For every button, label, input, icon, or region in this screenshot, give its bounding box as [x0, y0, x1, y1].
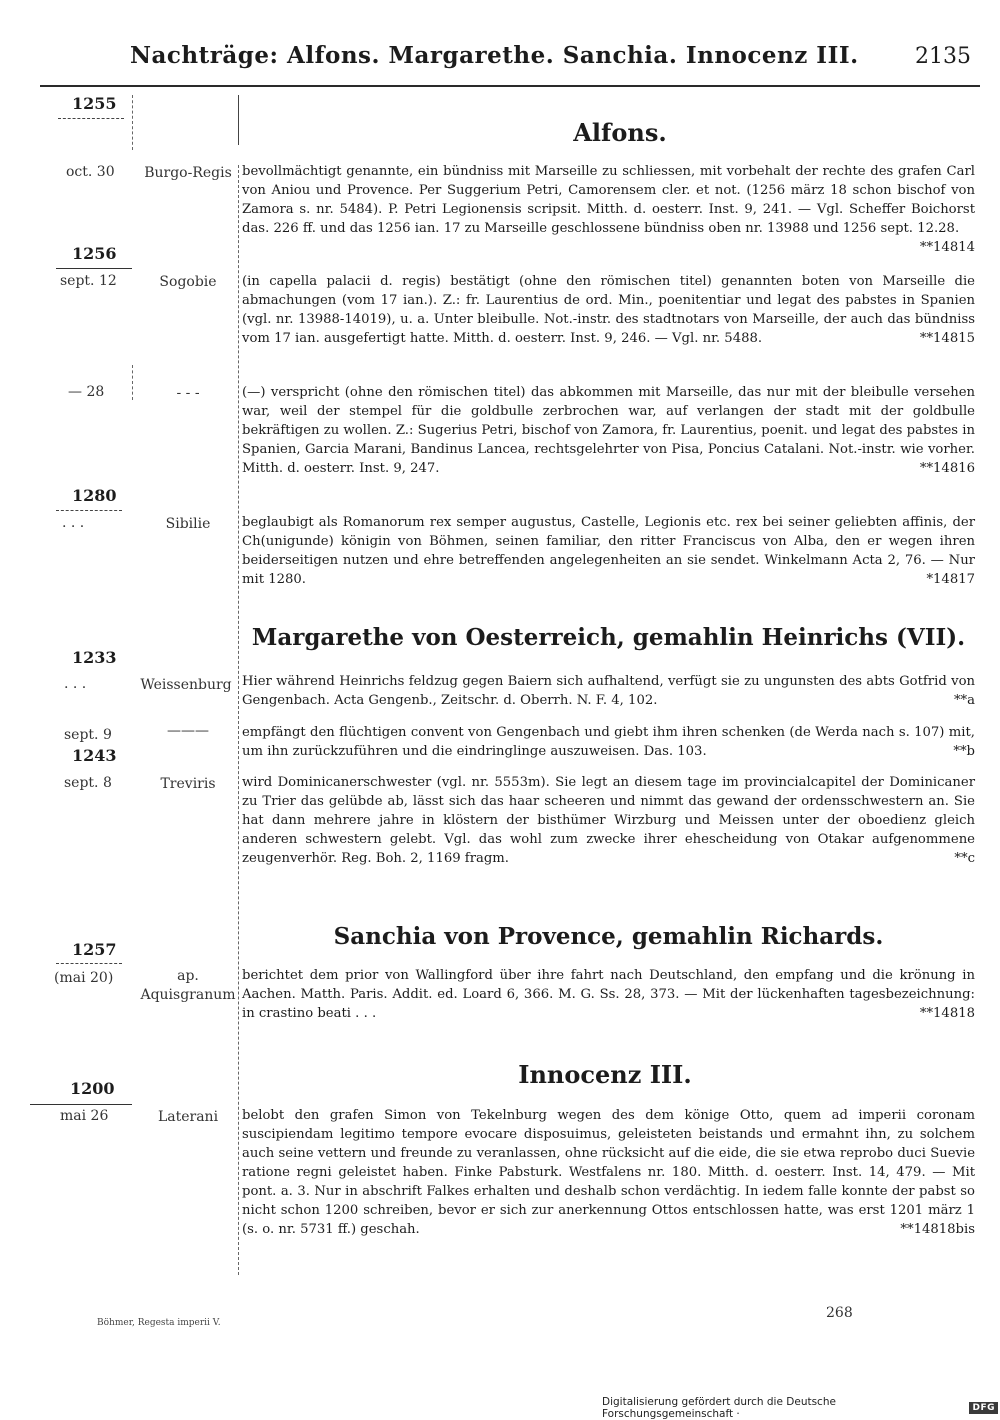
regest-entry-14818 — [242, 966, 975, 1023]
entry-place: ap. Aquisgranum — [140, 968, 236, 1003]
entry-place: Sogobie — [159, 274, 217, 290]
regest-entry-14814 — [242, 162, 975, 257]
entry-place: Burgo-Regis — [144, 165, 232, 181]
year-label: 1243 — [72, 746, 117, 765]
year-dash — [56, 510, 122, 511]
year-rule — [30, 1104, 132, 1105]
entry-place: - - - — [176, 385, 200, 401]
regest-entry-14815 — [242, 272, 975, 348]
entry-number: **a — [953, 693, 975, 708]
entry-number: **b — [953, 744, 975, 759]
dfg-credit-text: Digitalisierung gefördert durch die Deutsche Forschungsgemeinschaft · — [602, 1396, 836, 1420]
section-heading-innocenz: Innocenz III. — [518, 1060, 692, 1089]
entry-date: sept. 8 — [64, 775, 112, 791]
section-heading-margarethe: Margarethe von Oesterreich, gemahlin Heinrichs (VII). — [251, 624, 966, 651]
page-number: 2135 — [915, 44, 971, 69]
dfg-logo-icon: DFG — [969, 1402, 998, 1414]
section-heading-alfons: Alfons. — [573, 118, 667, 147]
entry-number: **14818bis — [900, 1222, 975, 1237]
entry-text: bevollmächtigt genannte, ein bündniss mit Marseille zu schliessen, mit vorbehalt der rechte des grafen Carl von Aniou und Provence. Per Suggerium Petri, Camorensem cler. et not. (1256 märz 18 schon bischof von Zamora s. nr. 5484). P. Petri Legionensis scripsit. Mitth. d. oesterr. Inst. 9, 241. — Vgl. Scheffer Boichorst das. 226 ff. und das 1256 ian. 17 zu Marseille geschlossene bündniss oben nr. 13988 und 1256 sept. 12.28. — [242, 164, 975, 236]
section-heading-sanchia: Sanchia von Provence, gemahlin Richards. — [333, 923, 884, 950]
regest-entry-14817 — [242, 513, 975, 589]
regest-entry-c — [242, 773, 975, 868]
entry-date: mai 26 — [60, 1108, 109, 1124]
regest-entry-14818bis — [242, 1106, 975, 1239]
text-column-divider — [238, 95, 239, 145]
year-label: 1256 — [72, 244, 117, 263]
entry-number: **14815 — [919, 331, 975, 346]
year-label: 1233 — [72, 648, 117, 667]
header-rule — [40, 85, 980, 87]
entry-text: (—) verspricht (ohne den römischen titel) das abkommen mit Marseille, das nur mit der bleibulle versehen war, weil der stempel für die goldbulle zerbrochen war, auf verlangen der stadt mit der goldbulle bekräftigen zu wollen. Z.: Sugerius Petri, bischof von Zamora, fr. Laurentius, poenit. und legat des pabstes in Spanien, Garcia Marani, Bandinus Lancea, rechtsgelehrter von Pisa, Poncius Catalani. Not.-instr. wie vorher. Mitth. d. oesterr. Inst. 9, 247. — [242, 385, 975, 476]
entry-number: **14818 — [919, 1006, 975, 1021]
year-label: 1280 — [72, 486, 117, 505]
entry-place: ——— — [167, 723, 209, 739]
year-dash — [58, 118, 124, 119]
source-note: Böhmer, Regesta imperii V. — [97, 1318, 221, 1328]
entry-text: wird Dominicanerschwester (vgl. nr. 5553m). Sie legt an diesem tage im provincialcapitel der Dominicaner zu Trier das gelübde ab, lässt sich das haar scheeren und nimmt das gewand der ordensschwestern an. Sie hat dann mehrere jahre in klöstern der bisthümer Wirzburg und Meissen unter der oboedienz gleich anderen schwestern gelebt. Vgl. das wohl zum zwecke ihrer ehescheidung von Otakar aufgenommene zeugenverhör. Reg. Boh. 2, 1169 fragm. — [242, 775, 975, 866]
date-column-divider — [132, 365, 133, 400]
regest-entry-a — [242, 672, 975, 710]
regest-entry-b — [242, 723, 975, 761]
entry-date: (mai 20) — [54, 970, 114, 986]
year-label: 1255 — [72, 94, 117, 113]
year-label: 1257 — [72, 940, 117, 959]
entry-place: Treviris — [160, 776, 216, 792]
entry-place: Laterani — [157, 1109, 219, 1125]
entry-date: oct. 30 — [66, 164, 115, 180]
entry-date: . . . — [62, 515, 85, 531]
entry-date: — 28 — [68, 384, 105, 400]
year-rule — [56, 268, 132, 269]
entry-number: **14816 — [919, 461, 975, 476]
page-title: Nachträge: Alfons. Margarethe. Sanchia. Innocenz III. — [130, 42, 859, 69]
regest-entry-14816 — [242, 383, 975, 478]
entry-text: belobt den grafen Simon von Tekelnburg wegen des dem könige Otto, quem ad imperii coronam suscipiendam legitimo tempore evocare disposuimus, geleisteten beistands und ermahnt ihn, zu solchem auch seine vettern und freunde zu veranlassen, ohne rücksicht auf die eide, die sie etwa reprobo duci Suevie ratione regni geleistet haben. Finke Pabsturk. Westfalens nr. 180. Mitth. d. oesterr. Inst. 14, 479. — Mit pont. a. 3. Nur in abschrift Falkes erhalten und deshalb schon verdächtig. In iedem falle konnte der pabst so nicht schon 1200 schreiben, bevor er sich zur anerkennung Ottos entschlossen hatte, was erst 1201 märz 1 (s. o. nr. 5731 ff.) geschah. — [242, 1108, 975, 1237]
entry-number: **c — [954, 851, 975, 866]
entry-date: sept. 12 — [60, 273, 117, 289]
entry-text: berichtet dem prior von Wallingford über ihre fahrt nach Deutschland, den empfang und die krönung in Aachen. Matth. Paris. Addit. ed. Loard 6, 366. M. G. Ss. 28, 373. — Mit der lückenhaften tagesbezeichnung: in crastino beati . . . — [242, 968, 975, 1021]
text-column-divider — [238, 165, 239, 1275]
entry-date: sept. 9 — [64, 727, 112, 743]
entry-place: Weissenburg — [140, 677, 232, 693]
entry-place: Sibilie — [165, 516, 211, 532]
entry-text: (in capella palacii d. regis) bestätigt (ohne den römischen titel) genannten boten von Marseille die abmachungen (vom 17 ian.). Z.: fr. Laurentius de ord. Min., poenitentiar und legat des pabstes in Spanien (vgl. nr. 13988-14019), u. a. Unter bleibulle. Not.-instr. des stadtnotars von Marseille, der auch das bündniss vom 17 ian. ausgefertigt hatte. Mitth. d. oesterr. Inst. 9, 246. — Vgl. nr. 5488. — [242, 274, 975, 346]
year-dash — [56, 963, 122, 964]
entry-text: beglaubigt als Romanorum rex semper augustus, Castelle, Legionis etc. rex bei seiner geliebten affinis, der Ch(unigunde) königin von Böhmen, seinen familiar, den ritter Franciscus von Alba, den er wegen ihren beiderseitigen nutzen und ehre betreffenden angelegenheiten an sie sendet. Winkelmann Acta 2, 76. — Nur mit 1280. — [242, 515, 975, 587]
date-column-divider — [132, 95, 133, 150]
entry-number: **14814 — [919, 240, 975, 255]
entry-text: empfängt den flüchtigen convent von Gengenbach und giebt ihm ihren schenken (de Werda nach s. 107) mit, um ihn zurückzuführen und die eindringlinge auszuweisen. Das. 103. — [242, 725, 975, 759]
digitization-credit — [602, 1398, 998, 1418]
entry-text: Hier während Heinrichs feldzug gegen Baiern sich aufhaltend, verfügt sie zu ungunsten des abts Gotfrid von Gengenbach. Acta Gengenb., Zeitschr. d. Oberrh. N. F. 4, 102. — [242, 674, 975, 708]
year-label: 1200 — [70, 1079, 115, 1098]
entry-date: . . . — [64, 676, 87, 692]
entry-number: *14817 — [926, 572, 975, 587]
sheet-number: 268 — [826, 1305, 853, 1321]
